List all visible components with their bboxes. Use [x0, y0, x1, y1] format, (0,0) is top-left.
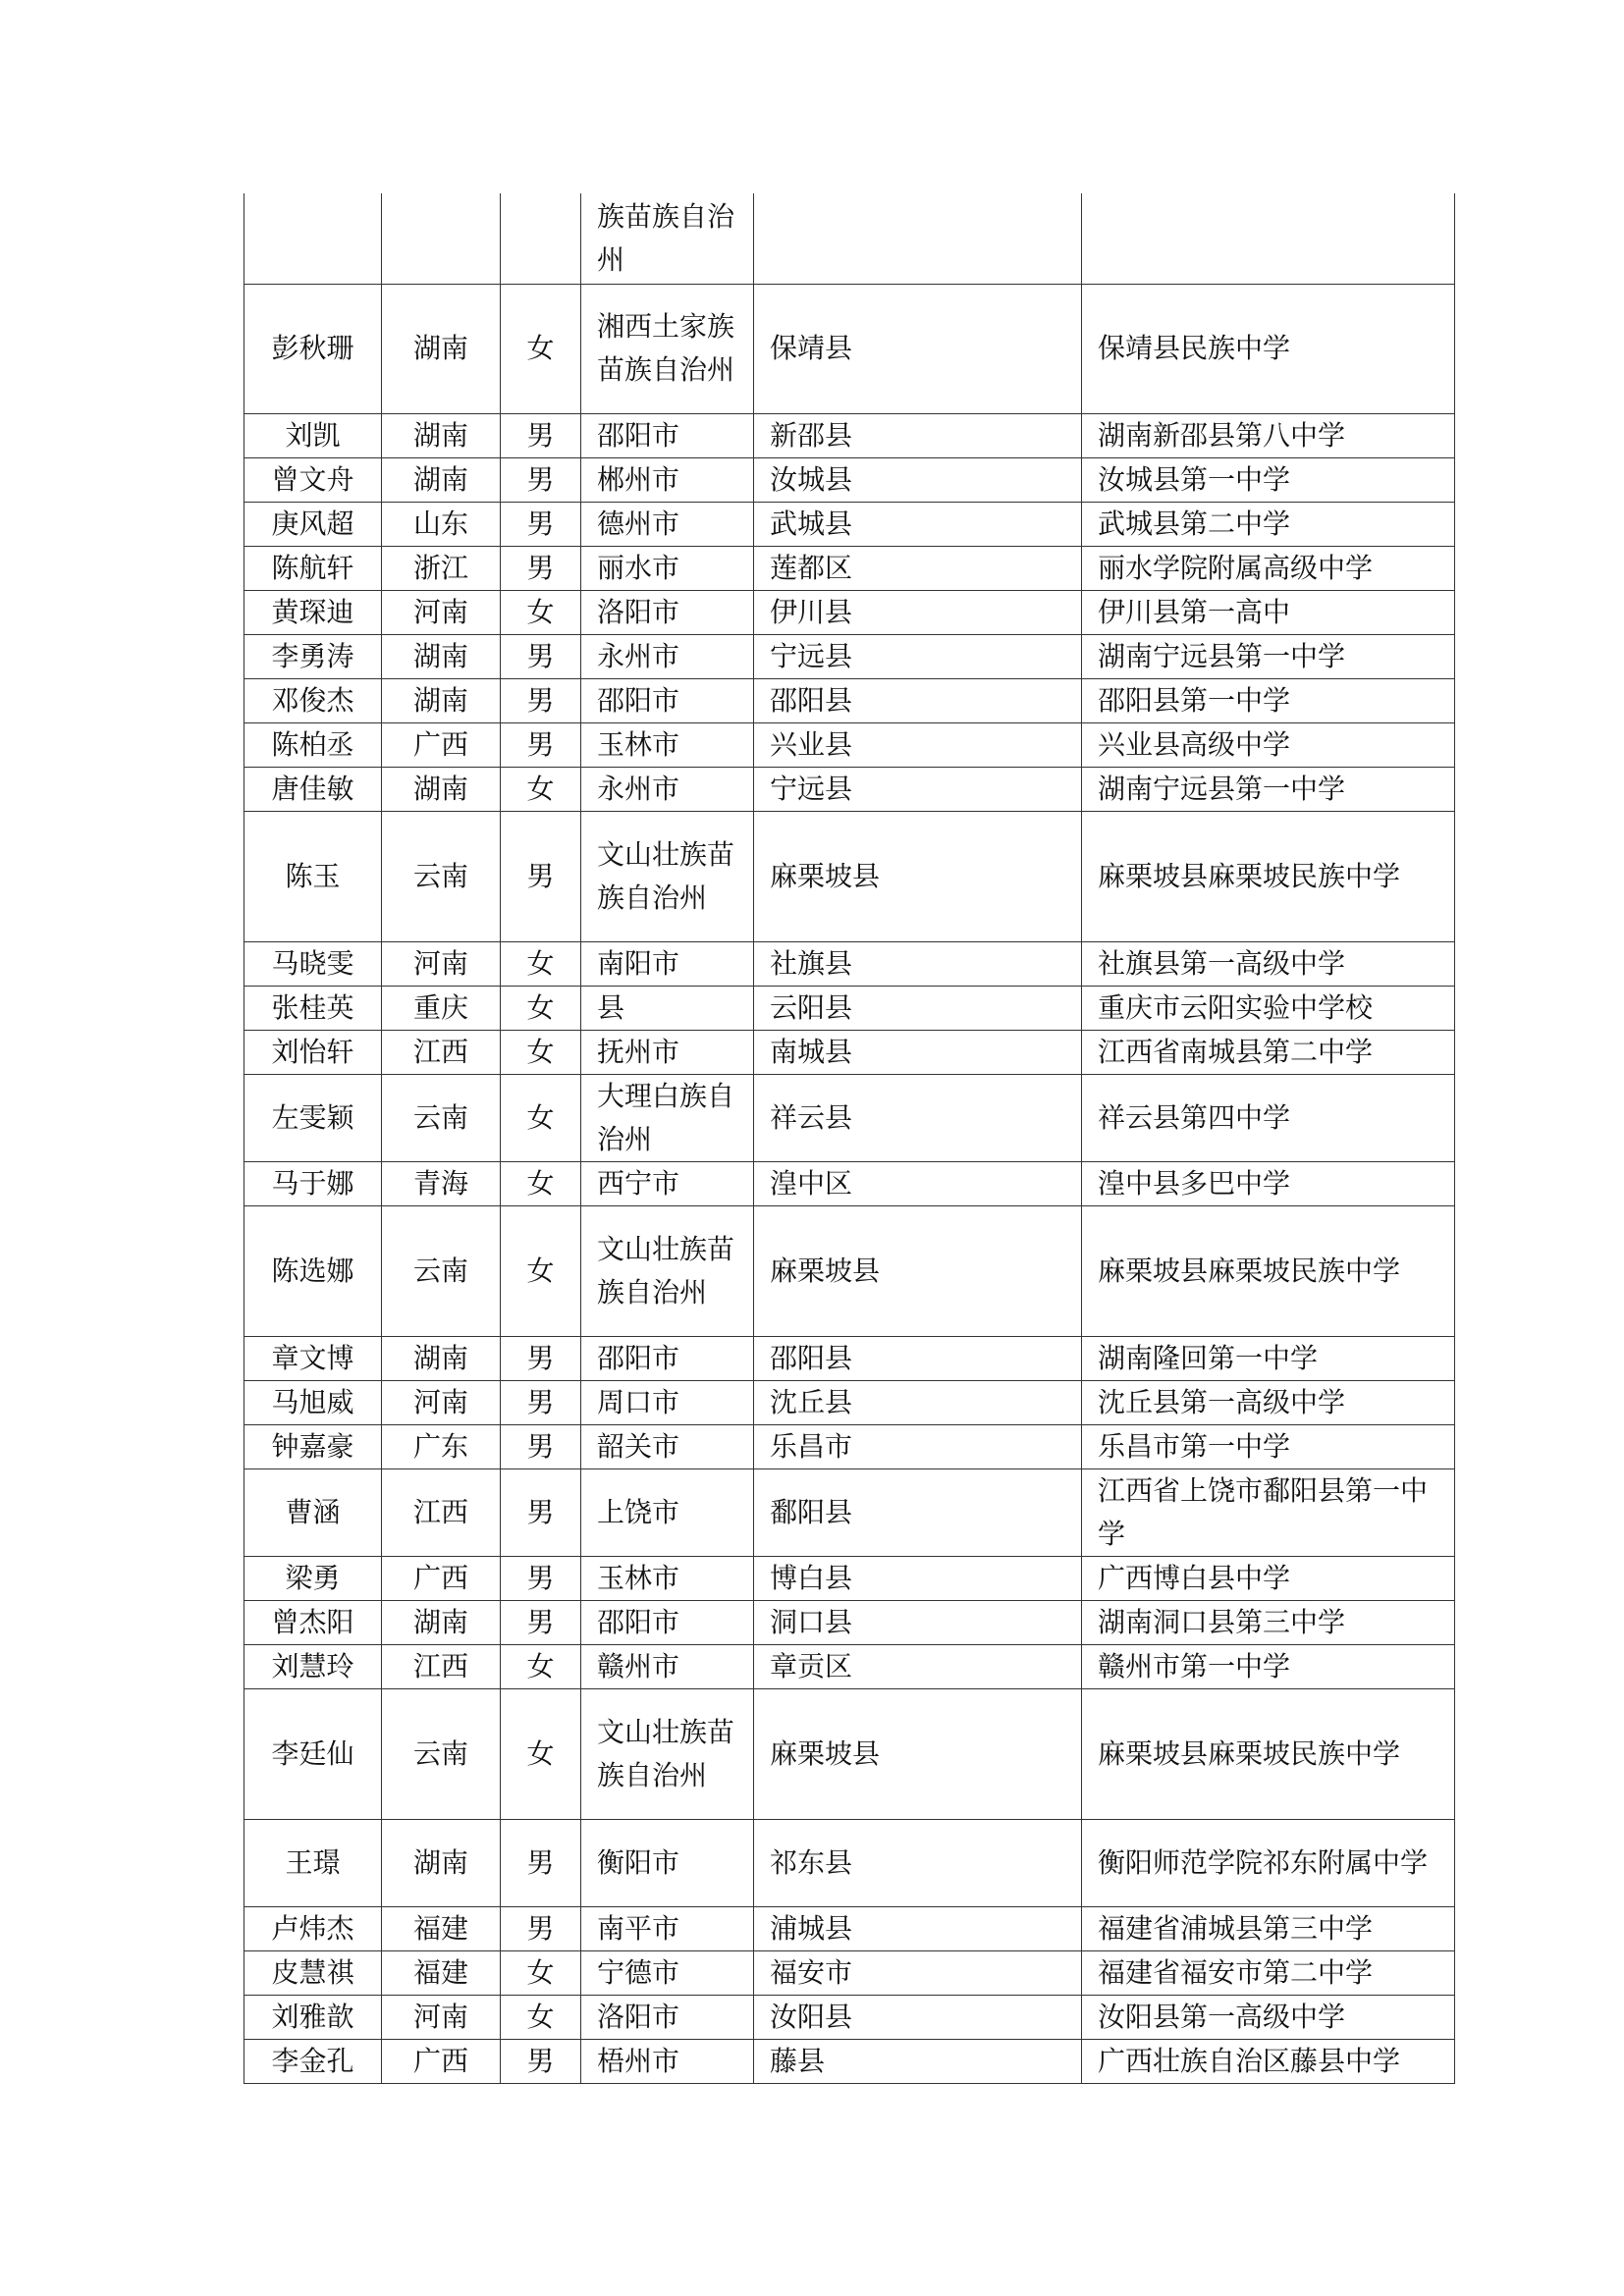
name-cell: 王璟	[244, 1819, 382, 1906]
school-cell: 湖南宁远县第一中学	[1082, 634, 1455, 678]
province-cell: 河南	[382, 1380, 501, 1424]
school-cell: 赣州市第一中学	[1082, 1644, 1455, 1688]
gender-cell: 男	[501, 413, 581, 457]
table-row	[244, 1906, 1455, 1950]
city-cell: 丽水市	[581, 546, 754, 590]
school-cell: 汝阳县第一高级中学	[1082, 1995, 1455, 2039]
table-row	[244, 546, 1455, 590]
table-row	[244, 1205, 1455, 1336]
county-cell: 福安市	[754, 1950, 1082, 1995]
gender-cell: 男	[501, 1819, 581, 1906]
table-row	[244, 811, 1455, 941]
gender-cell: 女	[501, 284, 581, 413]
table-row	[244, 1995, 1455, 2039]
province-cell: 云南	[382, 1688, 501, 1819]
school-cell: 社旗县第一高级中学	[1082, 941, 1455, 986]
province-cell: 重庆	[382, 986, 501, 1030]
name-cell: 马于娜	[244, 1161, 382, 1205]
province-cell: 江西	[382, 1644, 501, 1688]
school-cell: 湖南新邵县第八中学	[1082, 413, 1455, 457]
gender-cell: 男	[501, 2039, 581, 2083]
city-cell: 南阳市	[581, 941, 754, 986]
province-cell: 湖南	[382, 634, 501, 678]
province-cell: 广东	[382, 1424, 501, 1468]
table-row	[244, 590, 1455, 634]
city-cell: 西宁市	[581, 1161, 754, 1205]
city-cell: 邵阳市	[581, 413, 754, 457]
city-cell: 洛阳市	[581, 1995, 754, 2039]
gender-cell: 女	[501, 986, 581, 1030]
school-cell: 武城县第二中学	[1082, 502, 1455, 546]
county-cell: 鄱阳县	[754, 1468, 1082, 1556]
name-cell: 陈航轩	[244, 546, 382, 590]
gender-cell: 男	[501, 1424, 581, 1468]
province-cell	[382, 193, 501, 284]
province-cell: 广西	[382, 1556, 501, 1600]
city-cell: 上饶市	[581, 1468, 754, 1556]
name-cell: 陈柏丞	[244, 722, 382, 767]
table-row	[244, 634, 1455, 678]
province-cell: 湖南	[382, 1336, 501, 1380]
city-cell: 玉林市	[581, 722, 754, 767]
province-cell: 河南	[382, 590, 501, 634]
name-cell: 梁勇	[244, 1556, 382, 1600]
school-cell: 汝城县第一中学	[1082, 457, 1455, 502]
school-cell: 湖南隆回第一中学	[1082, 1336, 1455, 1380]
name-cell: 唐佳敏	[244, 767, 382, 811]
school-cell: 祥云县第四中学	[1082, 1074, 1455, 1161]
city-cell: 梧州市	[581, 2039, 754, 2083]
county-cell: 保靖县	[754, 284, 1082, 413]
table-row	[244, 767, 1455, 811]
city-cell: 湘西土家族苗族自治州	[581, 284, 754, 413]
table-row	[244, 941, 1455, 986]
province-cell: 湖南	[382, 1819, 501, 1906]
school-cell: 邵阳县第一中学	[1082, 678, 1455, 722]
city-cell: 南平市	[581, 1906, 754, 1950]
county-cell: 洞口县	[754, 1600, 1082, 1644]
name-cell: 刘怡轩	[244, 1030, 382, 1074]
school-cell: 湖南宁远县第一中学	[1082, 767, 1455, 811]
table-row	[244, 1161, 1455, 1205]
school-cell: 江西省上饶市鄱阳县第一中学	[1082, 1468, 1455, 1556]
city-cell: 抚州市	[581, 1030, 754, 1074]
gender-cell: 男	[501, 1380, 581, 1424]
county-cell: 新邵县	[754, 413, 1082, 457]
school-cell: 麻栗坡县麻栗坡民族中学	[1082, 1205, 1455, 1336]
city-cell: 洛阳市	[581, 590, 754, 634]
province-cell: 湖南	[382, 767, 501, 811]
province-cell: 云南	[382, 811, 501, 941]
name-cell: 章文博	[244, 1336, 382, 1380]
name-cell: 刘雅歆	[244, 1995, 382, 2039]
gender-cell: 女	[501, 590, 581, 634]
county-cell: 藤县	[754, 2039, 1082, 2083]
province-cell: 山东	[382, 502, 501, 546]
school-cell: 重庆市云阳实验中学校	[1082, 986, 1455, 1030]
city-cell: 邵阳市	[581, 1336, 754, 1380]
city-cell: 周口市	[581, 1380, 754, 1424]
table-row	[244, 1950, 1455, 1995]
county-cell: 邵阳县	[754, 678, 1082, 722]
name-cell: 张桂英	[244, 986, 382, 1030]
gender-cell: 男	[501, 1906, 581, 1950]
name-cell: 邓俊杰	[244, 678, 382, 722]
county-cell: 南城县	[754, 1030, 1082, 1074]
gender-cell: 女	[501, 1644, 581, 1688]
province-cell: 湖南	[382, 678, 501, 722]
province-cell: 青海	[382, 1161, 501, 1205]
city-cell: 德州市	[581, 502, 754, 546]
gender-cell: 男	[501, 811, 581, 941]
table-row	[244, 502, 1455, 546]
school-cell	[1082, 193, 1455, 284]
city-cell: 大理白族自治州	[581, 1074, 754, 1161]
county-cell: 社旗县	[754, 941, 1082, 986]
table-row	[244, 1336, 1455, 1380]
county-cell: 武城县	[754, 502, 1082, 546]
student-table	[244, 193, 1455, 2084]
province-cell: 福建	[382, 1906, 501, 1950]
gender-cell: 女	[501, 1688, 581, 1819]
county-cell: 云阳县	[754, 986, 1082, 1030]
school-cell: 保靖县民族中学	[1082, 284, 1455, 413]
gender-cell: 女	[501, 767, 581, 811]
city-cell: 永州市	[581, 634, 754, 678]
table-row	[244, 413, 1455, 457]
gender-cell: 男	[501, 1556, 581, 1600]
gender-cell: 女	[501, 1161, 581, 1205]
province-cell: 广西	[382, 2039, 501, 2083]
school-cell: 麻栗坡县麻栗坡民族中学	[1082, 811, 1455, 941]
name-cell: 钟嘉豪	[244, 1424, 382, 1468]
name-cell: 庚风超	[244, 502, 382, 546]
gender-cell: 男	[501, 634, 581, 678]
table-row	[244, 1600, 1455, 1644]
county-cell: 麻栗坡县	[754, 1688, 1082, 1819]
school-cell: 丽水学院附属高级中学	[1082, 546, 1455, 590]
gender-cell: 男	[501, 457, 581, 502]
city-cell: 玉林市	[581, 1556, 754, 1600]
city-cell: 邵阳市	[581, 678, 754, 722]
school-cell: 麻栗坡县麻栗坡民族中学	[1082, 1688, 1455, 1819]
province-cell: 福建	[382, 1950, 501, 1995]
name-cell: 彭秋珊	[244, 284, 382, 413]
county-cell: 麻栗坡县	[754, 1205, 1082, 1336]
name-cell: 陈选娜	[244, 1205, 382, 1336]
county-cell: 兴业县	[754, 722, 1082, 767]
school-cell: 湟中县多巴中学	[1082, 1161, 1455, 1205]
province-cell: 广西	[382, 722, 501, 767]
gender-cell: 男	[501, 1336, 581, 1380]
table-row	[244, 457, 1455, 502]
school-cell: 乐昌市第一中学	[1082, 1424, 1455, 1468]
province-cell: 江西	[382, 1030, 501, 1074]
province-cell: 湖南	[382, 284, 501, 413]
gender-cell: 女	[501, 1205, 581, 1336]
name-cell: 刘慧玲	[244, 1644, 382, 1688]
city-cell: 郴州市	[581, 457, 754, 502]
gender-cell: 女	[501, 1995, 581, 2039]
province-cell: 湖南	[382, 1600, 501, 1644]
county-cell: 乐昌市	[754, 1424, 1082, 1468]
city-cell: 宁德市	[581, 1950, 754, 1995]
gender-cell: 男	[501, 1468, 581, 1556]
name-cell: 曾杰阳	[244, 1600, 382, 1644]
table-row	[244, 986, 1455, 1030]
table-row	[244, 1468, 1455, 1556]
table-row	[244, 678, 1455, 722]
name-cell	[244, 193, 382, 284]
gender-cell: 女	[501, 941, 581, 986]
name-cell: 卢炜杰	[244, 1906, 382, 1950]
city-cell: 县	[581, 986, 754, 1030]
city-cell: 永州市	[581, 767, 754, 811]
city-cell: 文山壮族苗族自治州	[581, 1205, 754, 1336]
school-cell: 广西博白县中学	[1082, 1556, 1455, 1600]
table-row	[244, 284, 1455, 413]
name-cell: 黄琛迪	[244, 590, 382, 634]
county-cell: 宁远县	[754, 634, 1082, 678]
city-cell: 邵阳市	[581, 1600, 754, 1644]
school-cell: 沈丘县第一高级中学	[1082, 1380, 1455, 1424]
name-cell: 李勇涛	[244, 634, 382, 678]
province-cell: 云南	[382, 1074, 501, 1161]
name-cell: 马旭威	[244, 1380, 382, 1424]
school-cell: 江西省南城县第二中学	[1082, 1030, 1455, 1074]
county-cell: 浦城县	[754, 1906, 1082, 1950]
table-row	[244, 193, 1455, 284]
gender-cell: 女	[501, 1030, 581, 1074]
name-cell: 陈玉	[244, 811, 382, 941]
table-row	[244, 2039, 1455, 2083]
province-cell: 江西	[382, 1468, 501, 1556]
name-cell: 皮慧祺	[244, 1950, 382, 1995]
gender-cell: 男	[501, 546, 581, 590]
county-cell: 汝城县	[754, 457, 1082, 502]
school-cell: 湖南洞口县第三中学	[1082, 1600, 1455, 1644]
city-cell: 文山壮族苗族自治州	[581, 1688, 754, 1819]
table-row	[244, 1380, 1455, 1424]
name-cell: 曹涵	[244, 1468, 382, 1556]
county-cell: 莲都区	[754, 546, 1082, 590]
province-cell: 湖南	[382, 457, 501, 502]
name-cell: 马晓雯	[244, 941, 382, 986]
name-cell: 刘凯	[244, 413, 382, 457]
name-cell: 左雯颖	[244, 1074, 382, 1161]
table-row	[244, 1819, 1455, 1906]
name-cell: 李廷仙	[244, 1688, 382, 1819]
school-cell: 福建省福安市第二中学	[1082, 1950, 1455, 1995]
table-row	[244, 1688, 1455, 1819]
city-cell: 赣州市	[581, 1644, 754, 1688]
county-cell: 邵阳县	[754, 1336, 1082, 1380]
county-cell: 伊川县	[754, 590, 1082, 634]
gender-cell: 男	[501, 502, 581, 546]
school-cell: 广西壮族自治区藤县中学	[1082, 2039, 1455, 2083]
gender-cell	[501, 193, 581, 284]
county-cell: 祥云县	[754, 1074, 1082, 1161]
province-cell: 浙江	[382, 546, 501, 590]
table-row	[244, 1424, 1455, 1468]
province-cell: 云南	[382, 1205, 501, 1336]
county-cell: 汝阳县	[754, 1995, 1082, 2039]
county-cell: 宁远县	[754, 767, 1082, 811]
school-cell: 福建省浦城县第三中学	[1082, 1906, 1455, 1950]
county-cell: 章贡区	[754, 1644, 1082, 1688]
county-cell: 沈丘县	[754, 1380, 1082, 1424]
county-cell	[754, 193, 1082, 284]
table-row	[244, 1074, 1455, 1161]
county-cell: 湟中区	[754, 1161, 1082, 1205]
gender-cell: 男	[501, 678, 581, 722]
gender-cell: 男	[501, 722, 581, 767]
table-row	[244, 1030, 1455, 1074]
table-row	[244, 722, 1455, 767]
city-cell: 文山壮族苗族自治州	[581, 811, 754, 941]
table-row	[244, 1556, 1455, 1600]
county-cell: 博白县	[754, 1556, 1082, 1600]
county-cell: 祁东县	[754, 1819, 1082, 1906]
gender-cell: 女	[501, 1074, 581, 1161]
gender-cell: 男	[501, 1600, 581, 1644]
county-cell: 麻栗坡县	[754, 811, 1082, 941]
name-cell: 李金孔	[244, 2039, 382, 2083]
gender-cell: 女	[501, 1950, 581, 1995]
school-cell: 伊川县第一高中	[1082, 590, 1455, 634]
school-cell: 兴业县高级中学	[1082, 722, 1455, 767]
school-cell: 衡阳师范学院祁东附属中学	[1082, 1819, 1455, 1906]
province-cell: 河南	[382, 941, 501, 986]
city-cell: 韶关市	[581, 1424, 754, 1468]
city-cell: 族苗族自治州	[581, 193, 754, 284]
province-cell: 湖南	[382, 413, 501, 457]
name-cell: 曾文舟	[244, 457, 382, 502]
table-row	[244, 1644, 1455, 1688]
city-cell: 衡阳市	[581, 1819, 754, 1906]
province-cell: 河南	[382, 1995, 501, 2039]
